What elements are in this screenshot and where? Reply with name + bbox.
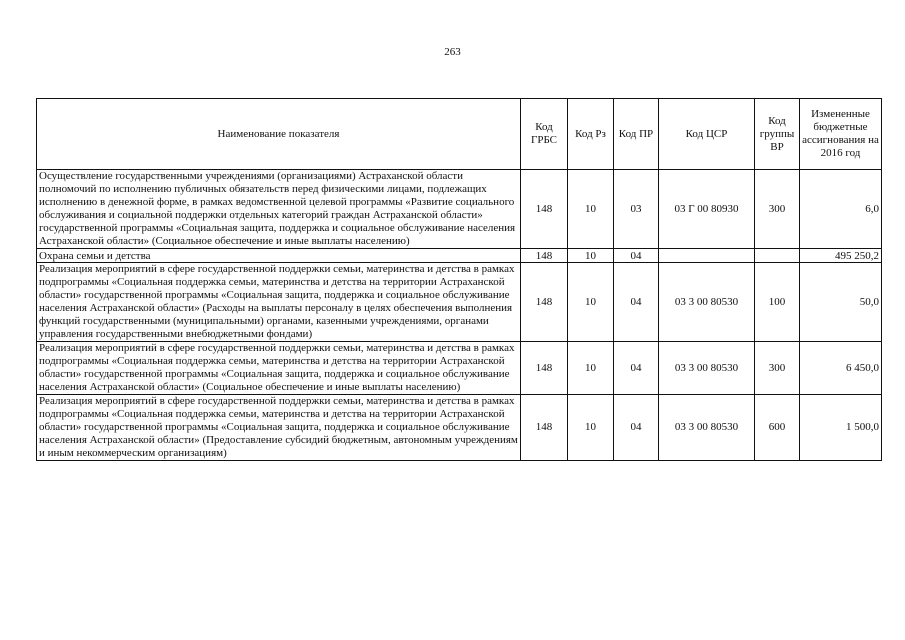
row-vr: 600 — [755, 395, 800, 461]
row-name: Реализация мероприятий в сфере государственной поддержки семьи, материнства и детства в рамках подпрограммы «Социальная поддержка семьи, материнства и детства на территории Астраханской области» государственной программы «Социальная защита, поддержка и социальное обслуживание населения Астраханской области» (Расходы на выплаты персоналу в целях обеспечения выполнения функций государственными (муниципальными) органами, казенными учреждениями, органами управления государственными внебюджетными фондами) — [37, 263, 521, 342]
row-pr: 03 — [614, 170, 659, 249]
table-header-row — [37, 99, 882, 170]
row-amount: 6 450,0 — [800, 342, 882, 395]
row-pr: 04 — [614, 249, 659, 263]
header-vr: Код группы ВР — [755, 99, 800, 170]
budget-table — [36, 98, 882, 461]
row-name: Охрана семьи и детства — [37, 249, 521, 263]
row-grbs: 148 — [521, 263, 568, 342]
row-vr — [755, 249, 800, 263]
row-amount: 1 500,0 — [800, 395, 882, 461]
header-pr: Код ПР — [614, 99, 659, 170]
row-csr: 03 3 00 80530 — [659, 395, 755, 461]
row-csr — [659, 249, 755, 263]
row-name: Реализация мероприятий в сфере государственной поддержки семьи, материнства и детства в рамках подпрограммы «Социальная поддержка семьи, материнства и детства на территории Астраханской области» государственной программы «Социальная защита, поддержка и социальное обслуживание населения Астраханской области» (Предоставление субсидий бюджетным, автономным учреждениям и иным некоммерческим организациям) — [37, 395, 521, 461]
row-pr: 04 — [614, 395, 659, 461]
header-amount: Измененные бюджетные ассигнования на 2016 год — [800, 99, 882, 170]
table-row — [37, 395, 882, 461]
row-rz: 10 — [568, 170, 614, 249]
row-grbs: 148 — [521, 170, 568, 249]
table-row — [37, 263, 882, 342]
header-csr: Код ЦСР — [659, 99, 755, 170]
table-row — [37, 249, 882, 263]
header-name: Наименование показателя — [37, 99, 521, 170]
row-rz: 10 — [568, 395, 614, 461]
table-row — [37, 342, 882, 395]
row-vr: 300 — [755, 342, 800, 395]
header-rz: Код Рз — [568, 99, 614, 170]
header-grbs: Код ГРБС — [521, 99, 568, 170]
row-pr: 04 — [614, 342, 659, 395]
row-csr: 03 3 00 80530 — [659, 342, 755, 395]
row-name: Осуществление государственными учреждениями (организациями) Астраханской области полномочий по исполнению публичных обязательств перед физическими лицами, подлежащих исполнению в денежной форме, в рамках ведомственной целевой программы «Развитие социального обслуживания и социальной поддержки отдельных категорий граждан Астраханской области» государственной программы «Социальная защита, поддержка и социальное обслуживание населения Астраханской области» (Социальное обеспечение и иные выплаты населению) — [37, 170, 521, 249]
row-rz: 10 — [568, 249, 614, 263]
row-csr: 03 Г 00 80930 — [659, 170, 755, 249]
table-row — [37, 170, 882, 249]
row-vr: 300 — [755, 170, 800, 249]
row-amount: 50,0 — [800, 263, 882, 342]
page-number: 263 — [444, 46, 461, 58]
row-grbs: 148 — [521, 249, 568, 263]
row-grbs: 148 — [521, 342, 568, 395]
row-csr: 03 3 00 80530 — [659, 263, 755, 342]
row-rz: 10 — [568, 263, 614, 342]
row-amount: 495 250,2 — [800, 249, 882, 263]
row-amount: 6,0 — [800, 170, 882, 249]
row-pr: 04 — [614, 263, 659, 342]
row-grbs: 148 — [521, 395, 568, 461]
row-rz: 10 — [568, 342, 614, 395]
row-name: Реализация мероприятий в сфере государственной поддержки семьи, материнства и детства в рамках подпрограммы «Социальная поддержка семьи, материнства и детства на территории Астраханской области» государственной программы «Социальная защита, поддержка и социальное обслуживание населения Астраханской области» (Социальное обеспечение и иные выплаты населению) — [37, 342, 521, 395]
row-vr: 100 — [755, 263, 800, 342]
